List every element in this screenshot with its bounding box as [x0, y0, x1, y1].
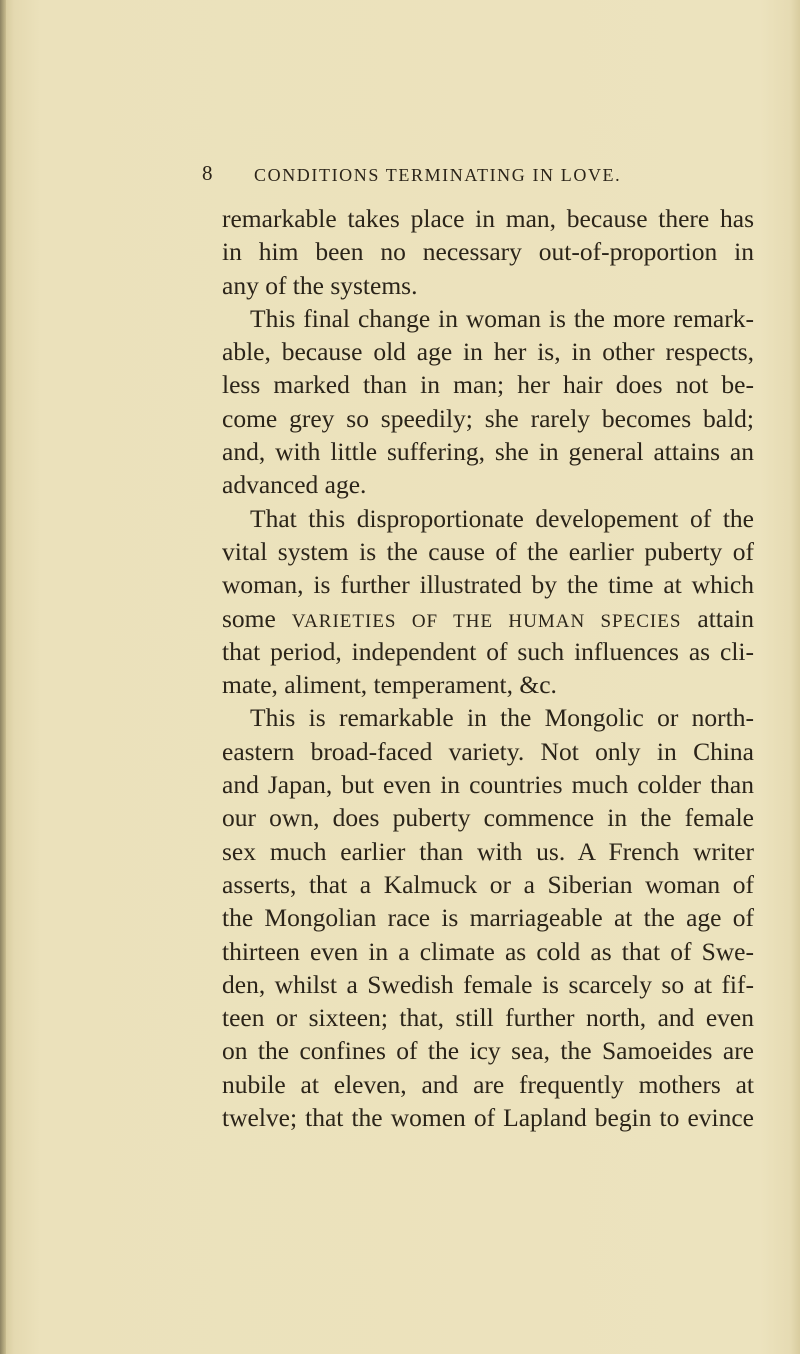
- text-line: This is remarkable in the Mongolic or north-: [250, 703, 754, 733]
- text-line: mate, aliment, temperament, &c.: [222, 670, 557, 700]
- text-line: [222, 602, 754, 635]
- text-line: woman, is further illustrated by the time at which: [222, 570, 754, 600]
- text-line: on the confines of the icy sea, the Samoeides are: [222, 1036, 754, 1066]
- text-line: asserts, that a Kalmuck or a Siberian woman of: [222, 869, 754, 899]
- text-line: remarkable takes place in man, because there has: [222, 204, 754, 233]
- text-line: the Mongolian race is marriageable at the age of: [222, 903, 754, 933]
- text-line: that period, independent of such influences as cli-: [222, 636, 754, 666]
- body-text: [222, 202, 754, 1134]
- text-line: twelve; that the women of Lapland begin to evince: [222, 1103, 754, 1133]
- text-line: nubile at eleven, and are frequently mothers at: [222, 1069, 754, 1099]
- text-line: den, whilst a Swedish female is scarcely so at fif-: [222, 969, 754, 999]
- text-line: our own, does puberty commence in the female: [222, 803, 754, 833]
- text-line: That this disproportionate developement of the: [250, 503, 754, 533]
- page-number: 8: [202, 161, 213, 185]
- text-line: in him been no necessary out-of-proportion in: [222, 237, 754, 267]
- text-fragment: some: [222, 603, 276, 633]
- running-head: CONDITIONS TERMINATING IN LOVE.: [254, 165, 622, 185]
- text-line: thirteen even in a climate as cold as that of Swe-: [222, 936, 754, 966]
- text-line: vital system is the cause of the earlier puberty of: [222, 536, 754, 566]
- text-line: sex much earlier than with us. A French writer: [222, 836, 754, 866]
- text-line: any of the systems.: [222, 270, 418, 300]
- text-line: come grey so speedily; she rarely becomes bald;: [222, 403, 754, 433]
- text-line: eastern broad-faced variety. Not only in China: [222, 736, 754, 766]
- text-line: advanced age.: [222, 470, 367, 500]
- text-line: able, because old age in her is, in other respects,: [222, 337, 754, 367]
- text-line: less marked than in man; her hair does not be-: [222, 370, 754, 400]
- text-line: and Japan, but even in countries much colder than: [222, 770, 754, 800]
- text-line: teen or sixteen; that, still further north, and even: [222, 1003, 754, 1033]
- text-fragment: attain: [697, 603, 755, 633]
- page-binding-edge: [0, 0, 6, 1354]
- page-header: [0, 161, 800, 191]
- text-line: This final change in woman is the more remark-: [250, 303, 754, 333]
- small-caps-phrase: VARIETIES OF THE HUMAN SPECIES: [291, 610, 682, 632]
- text-line: and, with little suffering, she in general attains an: [222, 437, 754, 467]
